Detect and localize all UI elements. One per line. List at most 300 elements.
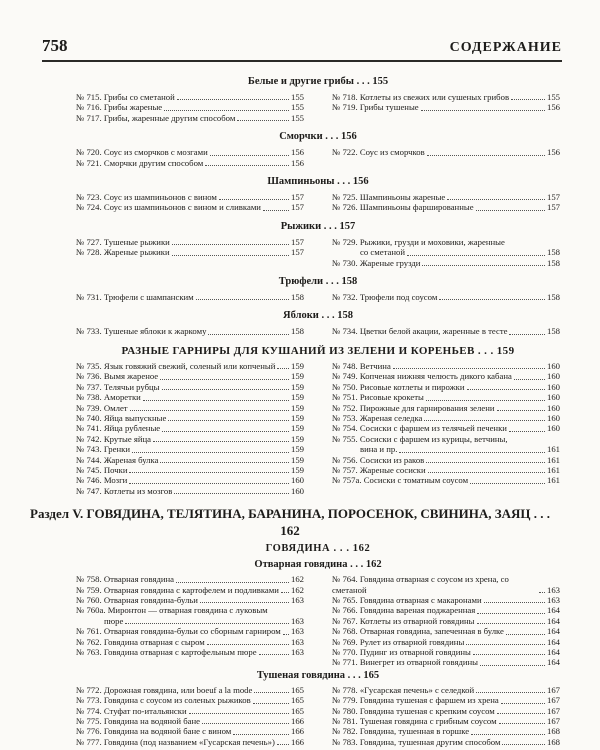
left-column <box>76 574 304 668</box>
entry-page-number: 161 <box>546 444 560 455</box>
entry-page-number: 163 <box>290 615 304 626</box>
leader-dots <box>539 592 545 593</box>
entry-page-number: 162 <box>290 584 304 595</box>
toc-entry <box>76 434 304 444</box>
entry-page-number: 159 <box>290 464 304 475</box>
leader-dots <box>502 744 545 745</box>
left-column <box>76 92 304 123</box>
entry-title: № 746. Мозги <box>76 475 128 486</box>
leader-dots <box>233 734 289 735</box>
leader-dots <box>129 483 289 484</box>
toc-entry <box>76 716 304 726</box>
entry-page-number: 163 <box>290 626 304 637</box>
leader-dots <box>471 734 545 735</box>
toc-entry <box>76 595 304 605</box>
leader-dots <box>164 110 289 111</box>
entry-page-number: 168 <box>546 726 560 737</box>
entry-page-number: 163 <box>546 594 560 605</box>
leader-dots <box>399 452 545 453</box>
entry-title: № 729. Рыжики, грузди и моховики, жаренные <box>332 236 505 247</box>
entry-page-number: 159 <box>290 381 304 392</box>
entry-title: № 744. Жареная булка <box>76 454 159 465</box>
entry-title: № 763. Говядина отварная с картофельным пюре <box>76 647 257 657</box>
toc-entry <box>332 192 560 202</box>
entry-title: № 715. Грибы со сметаной <box>76 92 175 102</box>
toc-section <box>76 344 560 496</box>
entry-page-number: 156 <box>290 157 304 168</box>
chapter-title: ГОВЯДИНА . . . 162 <box>265 543 371 555</box>
toc-entry <box>332 371 560 381</box>
toc-entry <box>76 616 304 626</box>
leader-dots <box>202 723 289 724</box>
toc-entry <box>76 113 304 123</box>
right-column <box>332 574 560 668</box>
entry-page-number: 155 <box>290 112 304 123</box>
toc-entry <box>76 371 304 381</box>
entry-title: № 768. Отварная говядина, запеченная в булке <box>332 626 504 637</box>
part-title: Раздел V. ГОВЯДИНА, ТЕЛЯТИНА, БАРАНИНА, ПОРОСЕНОК, СВИНИНА, ЗАЯЦ . . . 162 <box>30 506 550 539</box>
toc-section <box>76 309 560 336</box>
leader-dots <box>439 299 545 300</box>
leader-dots <box>177 99 289 100</box>
entry-title: № 737. Телячьи рубцы <box>76 381 160 392</box>
entry-title: № 773. Говядина с соусом из соленых рыжиков <box>76 695 251 706</box>
toc-subsection <box>76 558 560 668</box>
leader-dots <box>480 665 545 666</box>
leader-dots <box>393 368 545 369</box>
toc-entry <box>76 382 304 392</box>
entry-page-number: 160 <box>546 423 560 434</box>
entry-columns <box>76 237 560 268</box>
entry-title: № 721. Сморчки другим способом <box>76 157 204 168</box>
entry-title: № 764. Говядина отварная с соусом из хрена, со сметаной <box>332 574 509 595</box>
leader-dots <box>207 644 289 645</box>
leader-dots <box>196 299 289 300</box>
entry-columns <box>76 92 560 123</box>
section-title: Рыжики . . . 157 <box>280 220 356 232</box>
section-title: Трюфели . . . 158 <box>278 276 358 288</box>
entry-title: № 771. Винегрет из отварной говядины <box>332 657 479 668</box>
toc-entry <box>332 237 560 247</box>
entry-columns <box>76 326 560 336</box>
entry-title: № 752. Пирожные для гарнирования зелени <box>332 402 495 413</box>
toc-entry <box>332 392 560 402</box>
leader-dots <box>422 265 545 266</box>
leader-dots <box>143 400 289 401</box>
leader-dots <box>509 334 544 335</box>
entry-page-number: 163 <box>290 647 304 657</box>
toc-entry <box>332 147 560 157</box>
entry-page-number: 163 <box>546 584 560 595</box>
entry-page-number: 158 <box>546 326 560 337</box>
leader-dots <box>499 723 545 724</box>
entry-title: вина и пр. <box>360 444 398 455</box>
entry-title: № 725. Шампиньоны жареные <box>332 192 446 203</box>
entry-page-number: 164 <box>546 615 560 626</box>
entry-page-number: 157 <box>290 192 304 203</box>
entry-title: № 779. Говядина тушеная с фаршем из хрена <box>332 695 499 706</box>
toc-entry <box>76 92 304 102</box>
toc-entry <box>76 292 304 302</box>
entry-title: № 747. Котлеты из мозгов <box>76 485 173 496</box>
entry-page-number: 167 <box>546 716 560 727</box>
toc-entry <box>76 706 304 716</box>
toc-entry <box>332 657 560 667</box>
leader-dots <box>263 210 289 211</box>
entry-page-number: 163 <box>290 636 304 647</box>
entry-title: № 743. Гренки <box>76 444 131 455</box>
toc-entry <box>76 247 304 257</box>
toc-entry <box>76 465 304 475</box>
leader-dots <box>208 334 289 335</box>
entry-title: № 769. Рулет из отварной говядины <box>332 636 465 647</box>
entry-columns <box>76 192 560 213</box>
leader-dots <box>497 713 545 714</box>
entry-columns <box>76 685 560 747</box>
leader-dots <box>426 400 545 401</box>
entry-title: № 757. Жареные сосиски <box>332 464 426 475</box>
entry-title: № 733. Тушеные яблоки к жаркому <box>76 326 207 337</box>
leader-dots <box>477 613 545 614</box>
leader-dots <box>125 623 289 624</box>
toc-entry <box>76 695 304 705</box>
leader-dots <box>427 155 545 156</box>
entry-title: № 728. Жареные рыжики <box>76 247 170 258</box>
leader-dots <box>259 654 289 655</box>
leader-dots <box>200 602 289 603</box>
toc-subsection <box>76 669 560 747</box>
entry-title: № 739. Омлет <box>76 402 128 413</box>
entry-page-number: 155 <box>290 102 304 113</box>
leader-dots <box>509 431 545 432</box>
leader-dots <box>477 623 545 624</box>
entry-title: со сметаной <box>360 247 405 258</box>
entry-page-number: 157 <box>546 202 560 213</box>
subsection-title: Тушеная говядина . . . 165 <box>256 669 380 681</box>
entry-page-number: 164 <box>546 636 560 647</box>
entry-page-number: 165 <box>290 705 304 716</box>
entry-page-number: 159 <box>290 433 304 444</box>
toc-entry <box>76 737 304 747</box>
leader-dots <box>174 493 289 494</box>
leader-dots <box>467 389 545 390</box>
leader-dots <box>484 602 545 603</box>
leader-dots <box>428 472 545 473</box>
entry-title: № 762. Говядина отварная с сыром <box>76 636 205 647</box>
entry-columns <box>76 574 560 668</box>
leader-dots <box>277 744 289 745</box>
entry-title: № 723. Соус из шампиньонов с вином <box>76 192 217 203</box>
entry-page-number: 156 <box>290 147 304 158</box>
entry-title: № 753. Жареная селедка <box>332 412 423 423</box>
leader-dots <box>237 120 289 121</box>
entry-columns <box>76 292 560 302</box>
toc-entry <box>332 247 560 257</box>
entry-page-number: 156 <box>546 102 560 113</box>
entry-page-number: 160 <box>546 371 560 382</box>
entry-page-number: 164 <box>546 626 560 637</box>
entry-page-number: 163 <box>290 594 304 605</box>
toc-entry <box>76 647 304 657</box>
entry-title: № 756. Сосиски из раков <box>332 454 425 465</box>
entry-title: № 735. Язык говяжий свежий, соленый или копченый <box>76 360 276 371</box>
leader-dots <box>421 110 545 111</box>
leader-dots <box>466 644 545 645</box>
leader-dots <box>162 389 289 390</box>
leader-dots <box>497 410 545 411</box>
section-title: Яблоки . . . 158 <box>283 310 353 322</box>
leader-dots <box>254 692 289 693</box>
entry-page-number: 165 <box>290 695 304 706</box>
entry-page-number: 158 <box>546 292 560 303</box>
entry-page-number: 159 <box>290 360 304 371</box>
part-v <box>30 505 560 747</box>
toc-entry <box>76 475 304 485</box>
toc-entry <box>332 444 560 454</box>
toc-entry <box>332 202 560 212</box>
section-title: Сморчки . . . 156 <box>279 131 357 143</box>
left-column <box>76 326 304 336</box>
leader-dots <box>129 472 289 473</box>
entry-page-number: 159 <box>290 371 304 382</box>
entry-title: № 778. «Гусарская печень» с селедкой <box>332 684 475 695</box>
leader-dots <box>210 155 289 156</box>
leader-dots <box>476 692 545 693</box>
left-column <box>76 147 304 168</box>
toc-entry <box>76 102 304 112</box>
entry-title: пюре <box>104 615 124 626</box>
right-column <box>332 192 560 213</box>
subsection-title: Отварная говядина . . . 162 <box>254 559 382 571</box>
toc-entry <box>332 706 560 716</box>
entry-title: № 783. Говядина, тушенная другим способом <box>332 736 501 747</box>
entry-title: № 719. Грибы тушеные <box>332 102 419 113</box>
entry-page-number: 155 <box>290 92 304 102</box>
entry-title: № 759. Отварная говядина с картофелем и подливками <box>76 584 279 595</box>
entry-title: № 775. Говядина на водяной бане <box>76 716 200 727</box>
entry-title: № 748. Ветчина <box>332 360 391 371</box>
leader-dots <box>277 368 289 369</box>
toc-entry <box>332 475 560 485</box>
entry-title: № 720. Соус из сморчков с мозгами <box>76 147 208 158</box>
entry-title: № 760а. Миронтон — отварная говядина с луковым <box>76 605 268 616</box>
left-column <box>76 292 304 302</box>
right-column <box>332 361 560 496</box>
right-column <box>332 326 560 336</box>
toc-entry <box>76 486 304 496</box>
entry-page-number: 157 <box>290 247 304 258</box>
leader-dots <box>447 199 545 200</box>
entry-title: № 772. Дорожная говядина, или boeuf a la mode <box>76 684 253 695</box>
toc-entry <box>332 102 560 112</box>
leader-dots <box>501 703 545 704</box>
toc-entry <box>76 455 304 465</box>
toc-entry <box>76 392 304 402</box>
leader-dots <box>160 379 289 380</box>
entry-title: № 732. Трюфели под соусом <box>332 292 438 303</box>
entry-page-number: 166 <box>290 736 304 747</box>
entry-title: № 758. Отварная говядина <box>76 574 175 585</box>
leader-dots <box>176 582 289 583</box>
entry-title: № 754. Сосиски с фаршем из телячьей печенки <box>332 423 507 434</box>
leader-dots <box>153 441 289 442</box>
entry-page-number: 158 <box>290 292 304 303</box>
right-column <box>332 147 560 168</box>
leader-dots <box>205 165 289 166</box>
entry-title: № 749. Копченая нижняя челюсть дикого кабана <box>332 371 512 382</box>
entry-title: № 731. Трюфели с шампанским <box>76 292 194 303</box>
leader-dots <box>426 462 545 463</box>
toc-entry <box>76 423 304 433</box>
page-number: 758 <box>42 36 68 55</box>
entry-page-number: 158 <box>290 326 304 337</box>
toc-entry <box>76 637 304 647</box>
leader-dots <box>281 592 289 593</box>
toc-entry <box>76 585 304 595</box>
leader-dots <box>172 244 289 245</box>
toc-entry <box>332 605 560 615</box>
entry-page-number: 164 <box>546 605 560 616</box>
right-column <box>332 92 560 123</box>
entry-title: № 774. Стуфат по-итальянски <box>76 705 187 716</box>
toc-entry <box>76 444 304 454</box>
entry-title: № 776. Говядина на водяной бане с вином <box>76 726 232 737</box>
leader-dots <box>132 452 289 453</box>
entry-title: № 782. Говядина, тушенная в горшке <box>332 726 470 737</box>
toc-entry <box>76 237 304 247</box>
toc-entry <box>332 292 560 302</box>
entry-title: № 740. Яйца выпускные <box>76 412 167 423</box>
entry-title: № 730. Жареные грузди <box>332 257 421 268</box>
entry-title: № 742. Крутые яйца <box>76 433 152 444</box>
leader-dots <box>514 379 545 380</box>
entry-page-number: 158 <box>546 257 560 268</box>
toc-entry <box>332 326 560 336</box>
entry-page-number: 160 <box>546 392 560 403</box>
entry-page-number: 160 <box>546 360 560 371</box>
toc-entry <box>76 685 304 695</box>
entry-page-number: 157 <box>546 192 560 203</box>
entry-page-number: 156 <box>546 147 560 158</box>
leader-dots <box>424 420 545 421</box>
leader-dots <box>162 431 289 432</box>
entry-page-number: 160 <box>546 381 560 392</box>
entry-title: № 717. Грибы, жаренные другим способом <box>76 112 236 123</box>
toc-entry <box>76 361 304 371</box>
entry-page-number: 159 <box>290 444 304 455</box>
entry-page-number: 168 <box>546 736 560 747</box>
leader-dots <box>407 255 545 256</box>
entry-page-number: 155 <box>546 92 560 102</box>
entry-page-number: 157 <box>290 236 304 247</box>
right-column <box>332 237 560 268</box>
entry-page-number: 158 <box>546 247 560 258</box>
leader-dots <box>283 634 289 635</box>
entry-page-number: 159 <box>290 412 304 423</box>
leader-dots <box>470 483 545 484</box>
leader-dots <box>473 654 545 655</box>
leader-dots <box>476 210 545 211</box>
entry-title: № 767. Котлеты из отварной говядины <box>332 615 475 626</box>
entry-title: № 741. Яйца рубленые <box>76 423 161 434</box>
toc-entry <box>76 413 304 423</box>
toc-entry <box>76 202 304 212</box>
toc-entry <box>332 595 560 605</box>
entry-page-number: 161 <box>546 454 560 465</box>
entry-title: № 716. Грибы жареные <box>76 102 163 113</box>
toc-entry <box>332 726 560 736</box>
toc-entry <box>332 647 560 657</box>
toc-entry <box>76 158 304 168</box>
leader-dots <box>172 255 289 256</box>
entry-page-number: 157 <box>290 202 304 213</box>
leader-dots <box>253 703 289 704</box>
entry-title: № 738. Аморетки <box>76 392 141 403</box>
toc-entry <box>332 92 560 102</box>
leader-dots <box>506 634 545 635</box>
toc-entry <box>332 637 560 647</box>
toc-section <box>76 220 560 268</box>
toc-entry <box>332 413 560 423</box>
entry-title: № 726. Шампиньоны фаршированные <box>332 202 474 213</box>
entry-title: № 736. Вымя жареное <box>76 371 159 382</box>
entry-page-number: 159 <box>290 392 304 403</box>
toc-entry <box>332 616 560 626</box>
entry-title: № 761. Отварная говядина-бульи со сборным гарниром <box>76 626 281 637</box>
entry-page-number: 165 <box>290 684 304 695</box>
toc-entry <box>332 403 560 413</box>
toc-entry <box>332 574 560 595</box>
entry-page-number: 159 <box>290 423 304 434</box>
entry-page-number: 167 <box>546 684 560 695</box>
entry-title: № 766. Говядина вареная поджаренная <box>332 605 476 616</box>
entry-title: № 781. Тушеная говядина с грибным соусом <box>332 716 497 727</box>
entry-page-number: 166 <box>290 716 304 727</box>
entry-columns <box>76 361 560 496</box>
entry-title: № 734. Цветки белой акации, жаренные в тесте <box>332 326 508 337</box>
leader-dots <box>130 410 289 411</box>
entry-title: № 745. Почки <box>76 464 128 475</box>
toc-entry <box>76 403 304 413</box>
entry-title: № 718. Котлеты из свежих или сушеных грибов <box>332 92 510 102</box>
table-of-contents <box>30 68 560 747</box>
toc-entry <box>332 423 560 433</box>
entry-title: № 770. Пудинг из отварной говядины <box>332 647 471 657</box>
entry-page-number: 160 <box>290 475 304 486</box>
entry-page-number: 161 <box>546 464 560 475</box>
section-title: Белые и другие грибы . . . 155 <box>247 76 389 87</box>
entry-page-number: 161 <box>546 475 560 486</box>
left-column <box>76 192 304 213</box>
entry-title: № 750. Рисовые котлеты и пирожки <box>332 381 465 392</box>
entry-title: № 765. Говядина отварная с макаронами <box>332 594 482 605</box>
right-column <box>332 292 560 302</box>
entry-page-number: 167 <box>546 705 560 716</box>
entry-title: № 722. Соус из сморчков <box>332 147 425 158</box>
toc-entry <box>332 695 560 705</box>
entry-title: № 760. Отварная говядина-бульи <box>76 594 198 605</box>
toc-entry <box>76 147 304 157</box>
entry-title: № 751. Рисовые крокеты <box>332 392 424 403</box>
entry-page-number: 160 <box>546 402 560 413</box>
entry-title: № 755. Сосиски с фаршем из курицы, ветчины, <box>332 433 508 444</box>
toc-entry <box>76 726 304 736</box>
toc-entry <box>332 258 560 268</box>
leader-dots <box>168 420 289 421</box>
toc-entry <box>332 455 560 465</box>
entry-page-number: 159 <box>290 402 304 413</box>
toc-entry <box>332 716 560 726</box>
